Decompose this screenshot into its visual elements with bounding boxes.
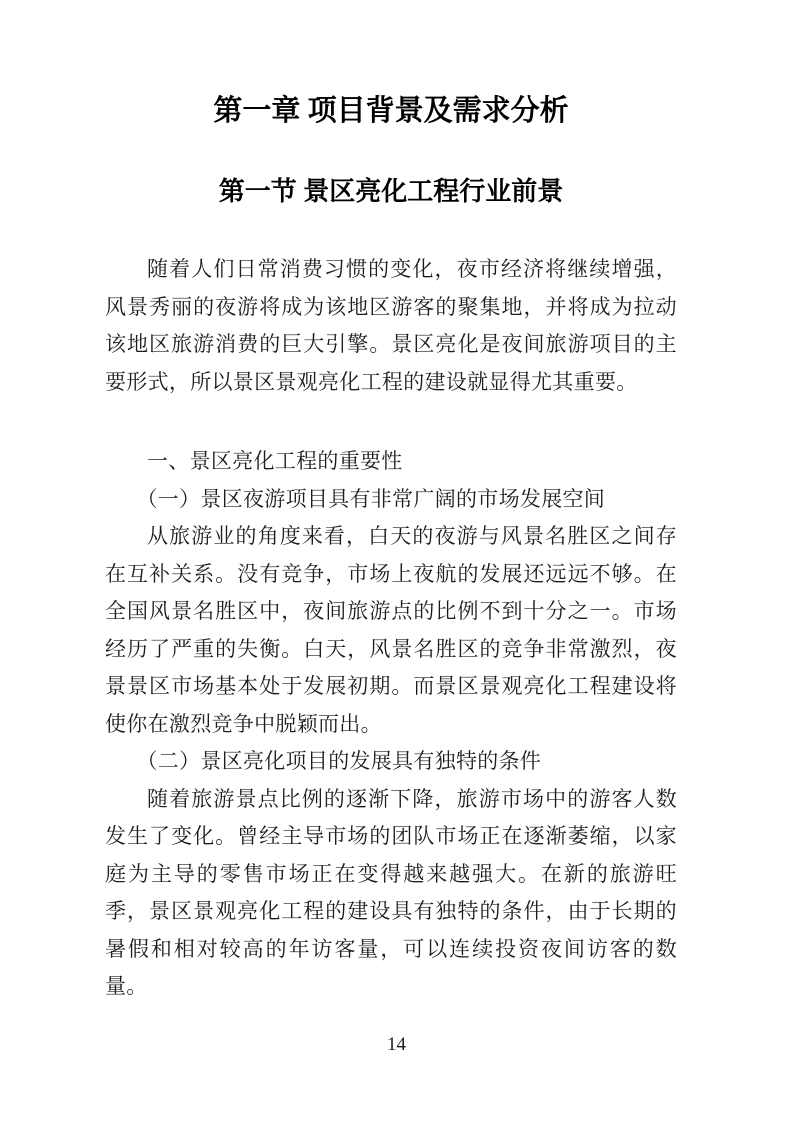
document-body — [105, 251, 677, 1006]
section-title: 第一节 景区亮化工程行业前景 — [218, 177, 564, 206]
subheading-unique-conditions: （二）景区亮化项目的发展具有独特的条件 — [136, 749, 542, 773]
paragraph-intro: 随着人们日常消费习惯的变化，夜市经济将继续增强，风景秀丽的夜游将成为该地区游客的聚集地，并将成为拉动该地区旅游消费的巨大引擎。景区亮化是夜间旅游项目的主要形式，所以景区景观亮化工程的建设就显得尤其重要。 — [105, 257, 677, 394]
page-number: 14 — [387, 1034, 406, 1055]
heading-importance: 一、景区亮化工程的重要性 — [147, 449, 403, 473]
paragraph-development-conditions: 随着旅游景点比例的逐渐下降，旅游市场中的游客人数发生了变化。曾经主导市场的团队市场正在逐渐萎缩，以家庭为主导的零售市场正在变得越来越强大。在新的旅游旺季，景区景观亮化工程的建设具有独特的条件，由于长期的暑假和相对较高的年访客量，可以连续投资夜间访客的数量。 — [105, 786, 677, 998]
subheading-market-space: （一）景区夜游项目具有非常广阔的市场发展空间 — [136, 486, 606, 511]
chapter-title: 第一章 项目背景及需求分析 — [213, 95, 569, 127]
paragraph-market-analysis: 从旅游业的角度来看，白天的夜游与风景名胜区之间存在互补关系。没有竞争，市场上夜航的发展还远远不够。在全国风景名胜区中，夜间旅游点的比例不到十分之一。市场经历了严重的失衡。白天，风景名胜区的竞争非常激烈，夜景景区市场基本处于发展初期。而景区景观亮化工程建设将使你在激烈竞争中脱颖而出。 — [105, 524, 677, 736]
